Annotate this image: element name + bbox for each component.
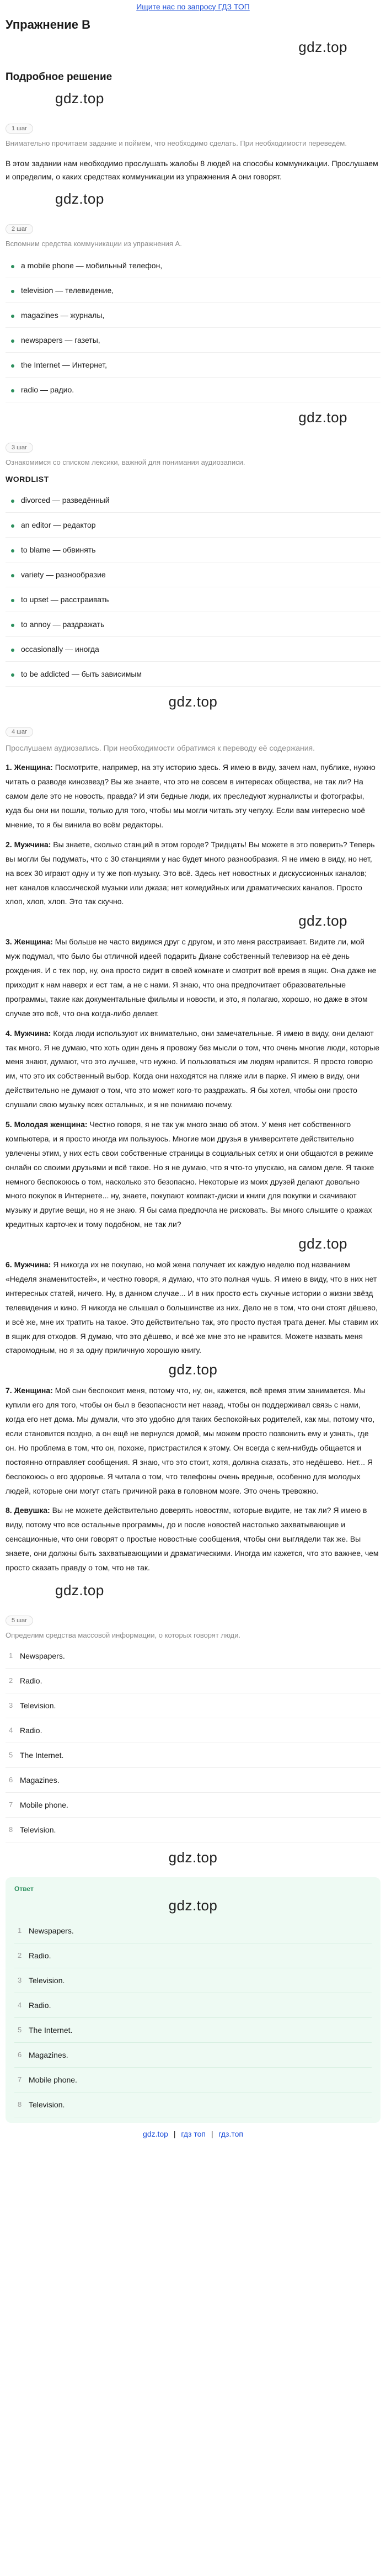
list-item: newspapers — газеты, (6, 328, 380, 353)
step-hint: Вспомним средства коммуникации из упражнения A. (6, 239, 182, 248)
footer-links: gdz.top | гдз топ | гдз.топ (143, 2129, 243, 2139)
footer-link[interactable]: гдз.топ (218, 2129, 243, 2139)
exercise-title: Упражнение B (6, 18, 90, 31)
answer-label: Ответ (14, 1885, 34, 1893)
list-item: an editor — редактор (6, 513, 380, 538)
bullet-icon (11, 649, 14, 652)
speaker: 6. Мужчина: (6, 1260, 51, 1270)
list-item: television — телевидение, (6, 278, 380, 303)
dialog-paragraph: 3. Женщина: Мы больше не часто видимся друг с другом, и это меня расстраивает. Видите ли, мой муж подумал, что было бы отличной идеей подарить Диане собственный телевизор на её день рождения. И с тех пор, ну, она просто сидит в своей комнате и смотрит всё время в ящик. Она даже не приходит к нам наверх и ест там, а не с нами. Я знаю, что она предпочитает образовательные программы, такие как документальные фильмы и новости, и это, я полагаю, хорошо, но даже в этом случае это всё, что она когда-либо делает. (6, 937, 377, 1018)
speaker: 5. Молодая женщина: (6, 1119, 88, 1129)
bullet-icon (11, 673, 14, 677)
dialog-paragraph: 5. Молодая женщина: Честно говоря, я не так уж много знаю об этом. У меня нет собственного компьютера, и я просто иногда им пользуюсь. Многие мои друзья в университете действительно увлечены этим, у них есть свои собственные страницы в социальных сетях и они общаются в режиме онлайн со своими друзьями и всё такое. Но я не думаю, что я что-то упускаю, на самом деле. Я также немного беспокоюсь о том, насколько это безопасно. Некоторые из моих друзей делают довольно много покупок в Интернете... ну, знаете, покупают компакт-диски и книги для покупки и скачивают музыку и другие вещи, но я не знаю. Я бы сама предпочла не рисковать. Вы много слышите о кражах кредитных карточек и тому подобном, не так ли? (6, 1119, 374, 1229)
answer-box (6, 1877, 380, 2123)
speaker: 4. Мужчина: (6, 1028, 51, 1038)
watermark: gdz.top (168, 693, 218, 710)
list-item: to blame — обвинять (6, 538, 380, 562)
top-search-link[interactable]: Ищите нас по запросу ГДЗ ТОП (136, 2, 250, 11)
list-item: 6 Magazines. (6, 1768, 380, 1793)
step-4 (6, 717, 380, 1575)
list-item: to be addicted — быть зависимым (6, 662, 380, 687)
list-item: 2 Radio. (6, 1669, 380, 1693)
watermark: gdz.top (168, 1897, 218, 1914)
watermark: gdz.top (298, 1235, 347, 1252)
step-3 (6, 433, 380, 687)
speaker: 3. Женщина: (6, 937, 53, 947)
watermark: gdz.top (168, 1361, 218, 1378)
step-hint: Внимательно прочитаем задание и поймём, что необходимо сделать. При необходимости переведём. (6, 139, 347, 147)
step-badge: 1 шаг (6, 124, 33, 134)
list-item: 5 The Internet. (6, 1743, 380, 1768)
step-hint: Ознакомимся со списком лексики, важной для понимания аудиозаписи. (6, 458, 245, 466)
list-item: 1 Newspapers. (14, 1919, 372, 1943)
list-item: 4 Radio. (6, 1718, 380, 1743)
dialog-paragraph: 2. Мужчина: Вы знаете, сколько станций в этом городе? Тридцать! Вы можете в это поверить? Теперь вы могли бы подумать, что с 30 станциями у нас будет много разнообразия. Я не имею в виду, но нет, на всех 30 играют одну и ту же поп-музыку. Это всё. Здесь нет новостных и дискуссионных каналов; нет каналов классической музыки или джаза; нет комедийных или драматических каналов. Просто хлоп, хлоп, хлоп. Это так скучно. (6, 840, 375, 906)
list-item: magazines — журналы, (6, 303, 380, 328)
footer-link[interactable]: гдз топ (181, 2129, 206, 2139)
bullet-icon (11, 290, 14, 293)
list-item: 7 Mobile phone. (6, 1793, 380, 1818)
dialog-paragraph: 8. Девушка: Вы не можете действительно доверять новостям, которые видите, не так ли? Я имею в виду, потому что все остальные программы, до и после новостей настолько захватывающие и сенсационные, что они говорят о простые новостные сообщения, чтобы они выглядели так же. Вы знаете, они должны быть захватывающими и драматическими. Иногда им кажется, что это важнее, чем просто сказать правду о том, что не так. (6, 1506, 379, 1573)
step-hint: Определим средства массовой информации, о которых говорят люди. (6, 1630, 241, 1639)
dialog-paragraph: 7. Женщина: Мой сын беспокоит меня, потому что, ну, он, кажется, всё время этим занимается. Мы купили его для того, чтобы он был в безопасности нет назад, чтобы он поддерживал связь с нами, когда его нет дома. Мы думали, что это удобно для таких беспокойных родителей, как мы, потому что, если становится поздно, а он ещё не вернулся домой, мы можем просто позвонить ему и узнать, где он. Но проблема в том, что он, похоже, пристрастился к этому. Он всегда с кем-нибудь общается и постоянно отправляет сообщения. Я знаю, что это стоит, хотя, должна сказать, это недёшево. Нет... Я беспокоюсь о его здоровье. Я читала о том, что телефоны очень вредные, особенно для молодых людей, которые они могут стать причиной рака в головном мозге. Это очень тревожно. (6, 1386, 375, 1495)
dialog-paragraph: 6. Мужчина: Я никогда их не покупаю, но мой жена получает их каждую неделю под названием «Неделя знаменитостей», и честно говоря, я думаю, что это полная чушь. Я имею в виду, что в них нет интересных статей, ничего. Ну, в данном случае... И в них просто есть скучные истории о жизни звёзд телевидения и кино. Я никогда не слышал о большинстве из них. Дело не в том, что они стоят дёшево, и всё же, мне их тратить на такое. Это действительно так, это просто пустая трата денег. Мы ставим их в ящик для отходов. Я думаю, что это дёшево, и всё же мне это не нравится. Можете назвать меня старомодным, но я за одну приличную хорошую книгу. (6, 1260, 379, 1355)
list-item: 3 Television. (14, 1968, 372, 1993)
wordlist-title: WORDLIST (6, 474, 49, 484)
media-answers-list (6, 1644, 380, 1842)
bullet-icon (11, 315, 14, 318)
speaker: 2. Мужчина: (6, 840, 51, 849)
list-item: occasionally — иногда (6, 637, 380, 662)
step-badge: 3 шаг (6, 443, 33, 453)
list-item: variety — разнообразие (6, 562, 380, 587)
list-item: the Internet — Интернет, (6, 353, 380, 378)
wordlist (6, 488, 380, 687)
step-1 (6, 90, 380, 184)
dialog-paragraph: 1. Женщина: Посмотрите, например, на эту историю здесь. Я имею в виду, зачем нам, публике, нужно читать о разводе кинозвезд? Вы же знаете, что это не совсем в интересах общества, не так ли? На самом деле это не новость, правда? И эти бедные люди, их преследуют журналисты и фотографы, куда бы они ни пошли, только для того, чтобы мы могли читать эту чепуху. Если вам интересно моё мнение, то я бы винила во всём редакторы. (6, 763, 376, 829)
bullet-icon (11, 599, 14, 602)
speaker: 8. Девушка: (6, 1506, 50, 1515)
step-badge: 5 шаг (6, 1616, 33, 1626)
step-2 (6, 190, 380, 403)
list-item: 5 The Internet. (14, 2018, 372, 2043)
step-badge: 4 шаг (6, 727, 33, 737)
list-item: 3 Television. (6, 1693, 380, 1718)
step-hint: Прослушаем аудиозапись. При необходимости обратимся к переводу её содержания. (6, 743, 315, 752)
step-text: В этом задании нам необходимо прослушать жалобы 8 людей на способы коммуникации. Прослушаем и определим, о каких средствах коммуникации из упражнения A они говорят. (6, 158, 378, 181)
list-item: 1 Newspapers. (6, 1644, 380, 1669)
bullet-icon (11, 524, 14, 528)
speaker: 7. Женщина: (6, 1386, 53, 1395)
bullet-icon (11, 339, 14, 343)
list-item: 8 Television. (6, 1818, 380, 1842)
list-item: 2 Radio. (14, 1943, 372, 1968)
footer-link[interactable]: gdz.top (143, 2129, 168, 2139)
list-item: 4 Radio. (14, 1993, 372, 2018)
watermark: gdz.top (298, 912, 347, 930)
list-item: 7 Mobile phone. (14, 2068, 372, 2092)
watermark: gdz.top (298, 409, 347, 426)
watermark: gdz.top (168, 1849, 218, 1866)
list-item: radio — радио. (6, 378, 380, 402)
bullet-icon (11, 500, 14, 503)
bullet-icon (11, 574, 14, 577)
list-item: to upset — расстраивать (6, 587, 380, 612)
media-list (6, 253, 380, 402)
list-item: a mobile phone — мобильный телефон, (6, 253, 380, 278)
solution-title: Подробное решение (6, 71, 112, 83)
watermark: gdz.top (55, 90, 104, 107)
watermark: gdz.top (55, 190, 104, 207)
step-badge: 2 шаг (6, 224, 33, 234)
bullet-icon (11, 364, 14, 368)
bullet-icon (11, 624, 14, 627)
list-item: 6 Magazines. (14, 2043, 372, 2068)
answer-list (14, 1919, 372, 2117)
list-item: 8 Television. (14, 2092, 372, 2117)
list-item: divorced — разведённый (6, 488, 380, 513)
bullet-icon (11, 265, 14, 268)
bullet-icon (11, 389, 14, 392)
dialog-paragraph: 4. Мужчина: Когда люди используют их внимательно, они замечательные. Я имею в виду, они делают так много. Я не думаю, что хоть один день я провожу без мысли о том, что очень многие люди, которые меня знают, думают, что это лучшее, что нужно. И пользоваться им людям нравится. Я просто говорю им, что это их собственный выбор. Когда они находятся на пляже или в парке. Я имею в виду, они действительно не думают о том, что это может кого-то раздражать. Я бы хотел, чтобы они просто слушали свою музыку всех остальных, и я не понимаю почему. (6, 1028, 380, 1109)
watermark: gdz.top (298, 39, 347, 55)
speaker: 1. Женщина: (6, 763, 53, 772)
watermark: gdz.top (55, 1581, 104, 1598)
bullet-icon (11, 549, 14, 553)
list-item: to annoy — раздражать (6, 612, 380, 637)
step-5 (6, 1606, 380, 1843)
